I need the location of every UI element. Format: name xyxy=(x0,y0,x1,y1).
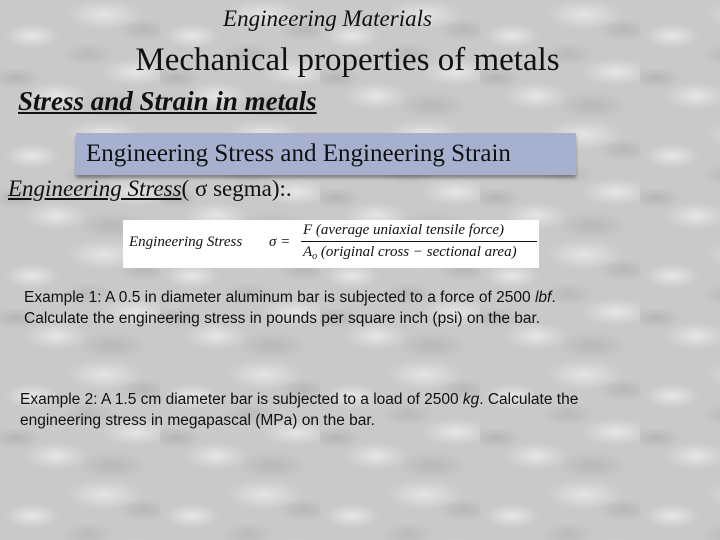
example-2-line-2: engineering stress in megapascal (MPa) on the bar. xyxy=(20,412,375,429)
formula-label: Engineering Stress xyxy=(129,234,243,250)
example-1-unit: lbf xyxy=(534,289,552,306)
example-1-text-end: . xyxy=(551,289,556,306)
section-heading: Stress and Strain in metals xyxy=(18,86,317,116)
example-1-line-1 xyxy=(24,287,714,308)
banner-text: Engineering Stress and Engineering Strain xyxy=(86,140,511,167)
example-1 xyxy=(24,287,714,329)
stress-formula xyxy=(123,220,539,268)
formula-denominator xyxy=(301,244,537,262)
example-1-line-2: Calculate the engineering stress in pounds per square inch (psi) on the bar. xyxy=(24,310,541,327)
example-2-text: Example 2: A 1.5 cm diameter bar is subjected to a load of 2500 xyxy=(20,391,463,408)
formula-fraction xyxy=(301,222,537,262)
stress-term: Engineering Stress xyxy=(8,176,182,201)
formula-symbol: σ = xyxy=(269,234,291,250)
page-title: Mechanical properties of metals xyxy=(135,42,560,78)
formula-numerator xyxy=(301,222,537,239)
numerator-variable: F xyxy=(303,222,313,238)
header-title: Engineering Materials xyxy=(223,6,432,31)
example-2-text-end: . Calculate the xyxy=(479,391,579,408)
denominator-variable: A xyxy=(303,244,313,260)
example-2-line-1 xyxy=(20,389,710,410)
denominator-subscript: o xyxy=(312,251,318,262)
denominator-text: (original cross − sectional area) xyxy=(320,244,517,260)
fraction-bar xyxy=(301,241,537,242)
stress-symbol-note: ( σ segma):. xyxy=(181,176,292,201)
example-2 xyxy=(20,389,710,431)
stress-definition xyxy=(8,176,292,202)
example-1-text: Example 1: A 0.5 in diameter aluminum bar is subjected to a force of 2500 xyxy=(24,289,535,306)
numerator-text: (average uniaxial tensile force) xyxy=(315,222,505,238)
example-2-unit: kg xyxy=(462,391,480,408)
